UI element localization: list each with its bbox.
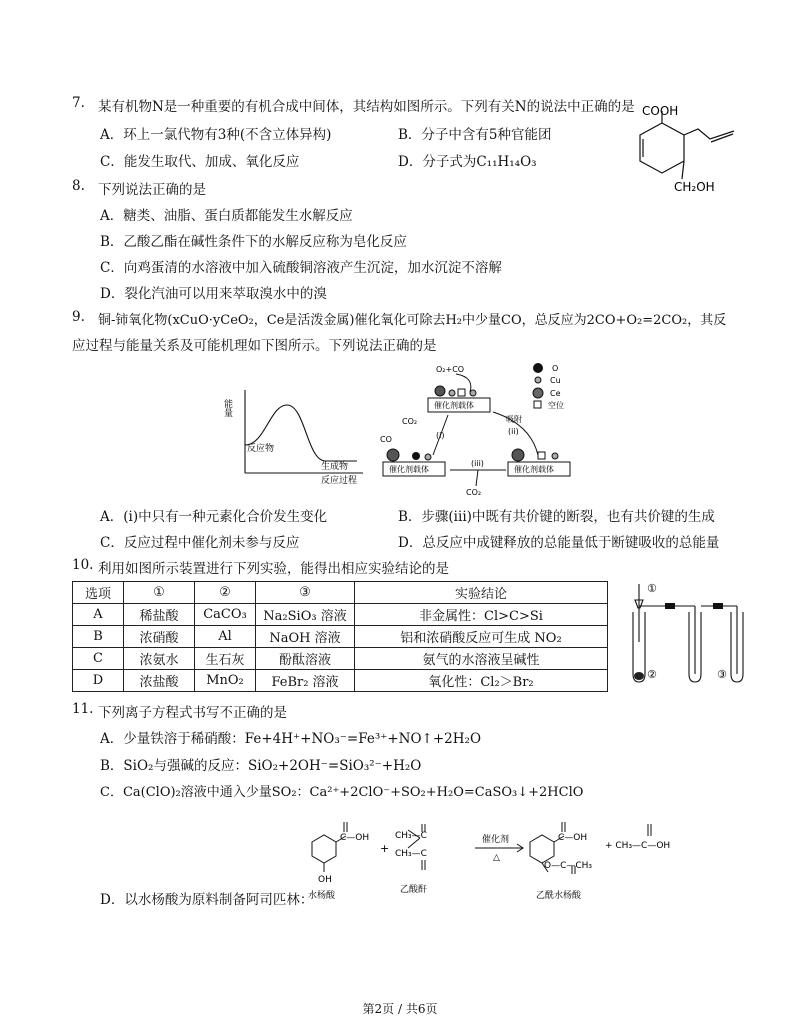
table-cell: Na₂SiO₃ 溶液 xyxy=(256,604,355,626)
q9-mech-atom xyxy=(470,390,476,396)
q11-plus-sign: + xyxy=(380,842,390,855)
q11-catalyst: 催化剂 xyxy=(482,835,510,845)
table-cell: 生石灰 xyxy=(195,648,256,670)
q7-structure-diagram xyxy=(610,105,750,200)
table-cell: 浓氨水 xyxy=(124,648,195,670)
table-header-cell: 实验结论 xyxy=(355,582,608,604)
q11-aspirin-label: 乙酰水杨酸 xyxy=(536,891,582,901)
q10-tube-connector xyxy=(713,603,723,609)
table-row xyxy=(73,626,608,648)
table-cell: 非金属性：Cl>C>Si xyxy=(355,604,608,626)
table-cell: MnO₂ xyxy=(195,670,256,692)
q11-salicylic-cooh: C—OH xyxy=(340,833,370,843)
q8-option-c: C．向鸡蛋清的水溶液中加入硫酸铜溶液产生沉淀，加水沉淀不溶解 xyxy=(100,260,502,276)
q9-mech-step-i: (i) xyxy=(436,431,445,440)
q9-option-c: C．反应过程中催化剂未参与反应 xyxy=(100,535,300,551)
q9-mech-atom xyxy=(387,449,399,461)
q9-legend-o: O xyxy=(552,364,559,373)
q9-graph-product: 生成物 xyxy=(321,462,349,472)
q8-option-b: B．乙酸乙酯在碱性条件下的水解反应称为皂化反应 xyxy=(100,234,407,250)
q11-option-b: B．SiO₂与强碱的反应：SiO₂+2OH⁻=SiO₃²⁻+H₂O xyxy=(100,758,422,774)
q7-number: 7. xyxy=(72,95,85,111)
q9-mech-step-ii: (ii) xyxy=(508,427,519,436)
q9-mech-co: CO xyxy=(380,435,392,444)
q11-stem: 下列离子方程式书写不正确的是 xyxy=(98,705,287,721)
q10-app-label-2: ② xyxy=(647,668,657,681)
q8-option-a: A．糖类、油脂、蛋白质都能发生水解反应 xyxy=(100,208,353,224)
table-cell: NaOH 溶液 xyxy=(256,626,355,648)
q9-mech-co2-bottom: CO₂ xyxy=(466,488,482,497)
table-cell: 浓盐酸 xyxy=(124,670,195,692)
q9-graph-ylabel: 能量 xyxy=(222,399,232,417)
q10-stem: 利用如图所示装置进行下列实验，能得出相应实验结论的是 xyxy=(98,561,449,577)
q9-legend-ce-dot xyxy=(533,388,543,398)
q9-mech-step-iii: (iii) xyxy=(471,459,484,468)
q10-app-label-3: ③ xyxy=(717,668,727,681)
q9-legend-o-dot xyxy=(533,363,543,373)
table-header-cell: 选项 xyxy=(73,582,124,604)
q11-anhydride-bottom: CH₃—C xyxy=(395,849,427,859)
table-cell: 氨气的水溶液呈碱性 xyxy=(355,648,608,670)
q9-mech-carrier-left: 催化剂载体 xyxy=(389,465,429,474)
q9-mech-atom xyxy=(512,449,524,461)
q11-anhydride-top: CH₃—C xyxy=(395,831,427,841)
q11-heat: △ xyxy=(493,853,500,863)
q11-aspirin-cooh: C—OH xyxy=(558,833,588,843)
q10-table xyxy=(72,581,608,692)
q9-legend-ce: Ce xyxy=(550,389,561,398)
q9-option-d: D．总反应中成键释放的总能量低于断键吸收的总能量 xyxy=(398,535,720,551)
q9-option-b: B．步骤(iii)中既有共价键的断裂，也有共价键的生成 xyxy=(398,509,715,525)
q11-option-d: D．以水杨酸为原料制备阿司匹林： xyxy=(100,892,314,908)
table-cell: 浓硝酸 xyxy=(124,626,195,648)
q7-ch2oh-label: CH₂OH xyxy=(674,180,715,194)
q9-graph-xlabel: 反应过程 xyxy=(321,476,358,486)
table-cell: B xyxy=(73,626,124,648)
q11-salicylic-label: 水杨酸 xyxy=(308,891,336,901)
table-cell: CaCO₃ xyxy=(195,604,256,626)
q9-stem-line2: 应过程与能量关系及可能机理如下图所示。下列说法正确的是 xyxy=(72,338,437,354)
q9-mech-carrier-top: 催化剂载体 xyxy=(434,401,474,410)
table-header-cell: ② xyxy=(195,582,256,604)
q10-flask-solid xyxy=(634,672,644,680)
q9-mech-atom xyxy=(449,390,455,396)
q9-legend-vac-box xyxy=(534,401,541,408)
q11-option-c: C．Ca(ClO)₂溶液中通入少量SO₂：Ca²⁺+2ClO⁻+SO₂+H₂O=CaSO₃↓+2HClO xyxy=(100,785,584,800)
table-cell: 酚酞溶液 xyxy=(256,648,355,670)
table-header-cell: ① xyxy=(124,582,195,604)
table-header-cell: ③ xyxy=(256,582,355,604)
q9-legend-cu-dot xyxy=(535,377,541,383)
q9-mech-co2-top: CO₂ xyxy=(402,417,418,426)
table-cell: Al xyxy=(195,626,256,648)
q9-number: 9. xyxy=(72,309,85,325)
q9-legend-vac: 空位 xyxy=(548,401,564,410)
table-cell: D xyxy=(73,670,124,692)
table-row xyxy=(73,604,608,626)
table-cell: 氧化性：Cl₂＞Br₂ xyxy=(355,670,608,692)
page-footer: 第2页 / 共6页 xyxy=(362,1002,438,1016)
q10-apparatus-diagram xyxy=(625,582,755,687)
table-cell: 铝和浓硝酸反应可生成 NO₂ xyxy=(355,626,608,648)
q9-stem-line1: 铜-铈氧化物(xCuO·yCeO₂，Ce是活泼金属)催化氧化可除去H₂中少量CO，总反应为2CO+O₂=2CO₂，其反 xyxy=(98,313,727,328)
q9-mech-atom xyxy=(412,452,420,460)
q9-mech-adsorb: 吸附 xyxy=(506,415,522,424)
table-cell: 稀盐酸 xyxy=(124,604,195,626)
q11-aspirin-ester: O—C—CH₃ xyxy=(544,861,593,871)
q11-number: 11. xyxy=(72,701,94,717)
q7-stem: 某有机物N是一种重要的有机合成中间体，其结构如图所示。下列有关N的说法中正确的是 xyxy=(98,99,635,115)
q7-option-a: A．环上一氯代物有3种(不含立体异构) xyxy=(100,127,332,143)
q9-energy-graph xyxy=(222,385,365,486)
q11-salicylic-oh: OH xyxy=(318,875,332,885)
q10-app-label-1: ① xyxy=(647,582,657,595)
q9-mechanism-diagram xyxy=(378,360,578,500)
table-header-row xyxy=(73,582,608,604)
table-cell: A xyxy=(73,604,124,626)
q7-option-d: D．分子式为C₁₁H₁₄O₃ xyxy=(398,154,537,170)
table-cell: FeBr₂ 溶液 xyxy=(256,670,355,692)
q8-stem: 下列说法正确的是 xyxy=(98,182,206,198)
q9-option-a: A．(i)中只有一种元素化合价发生变化 xyxy=(100,509,328,525)
table-row xyxy=(73,648,608,670)
q9-legend-cu: Cu xyxy=(550,376,561,385)
q9-mech-vacancy xyxy=(458,389,465,396)
q11-reaction-scheme xyxy=(300,808,700,903)
q8-option-d: D．裂化汽油可以用来萃取溴水中的溴 xyxy=(100,286,327,302)
q9-mech-vacancy xyxy=(538,452,545,459)
q7-option-c: C．能发生取代、加成、氧化反应 xyxy=(100,154,300,170)
q11-anhydride-label: 乙酸酐 xyxy=(400,885,428,895)
q9-mech-carrier-right: 催化剂载体 xyxy=(514,465,554,474)
q8-number: 8. xyxy=(72,178,85,194)
q11-option-a: A．少量铁溶于稀硝酸：Fe+4H⁺+NO₃⁻=Fe³⁺+NO↑+2H₂O xyxy=(100,731,482,747)
q9-mech-atom xyxy=(552,453,558,459)
q10-tube-connector xyxy=(665,603,675,609)
q9-graph-reactant: 反应物 xyxy=(247,444,275,454)
q11-acetic-acid: + CH₃—C—OH xyxy=(605,841,671,851)
q7-option-b: B．分子中含有5种官能团 xyxy=(398,127,552,143)
q10-number: 10. xyxy=(72,557,94,573)
q9-mech-o2co: O₂+CO xyxy=(436,365,465,374)
q9-mech-atom xyxy=(435,386,445,396)
q9-mech-atom xyxy=(425,454,431,460)
table-cell: C xyxy=(73,648,124,670)
q7-cooh-label: COOH xyxy=(642,104,679,118)
table-row xyxy=(73,670,608,692)
